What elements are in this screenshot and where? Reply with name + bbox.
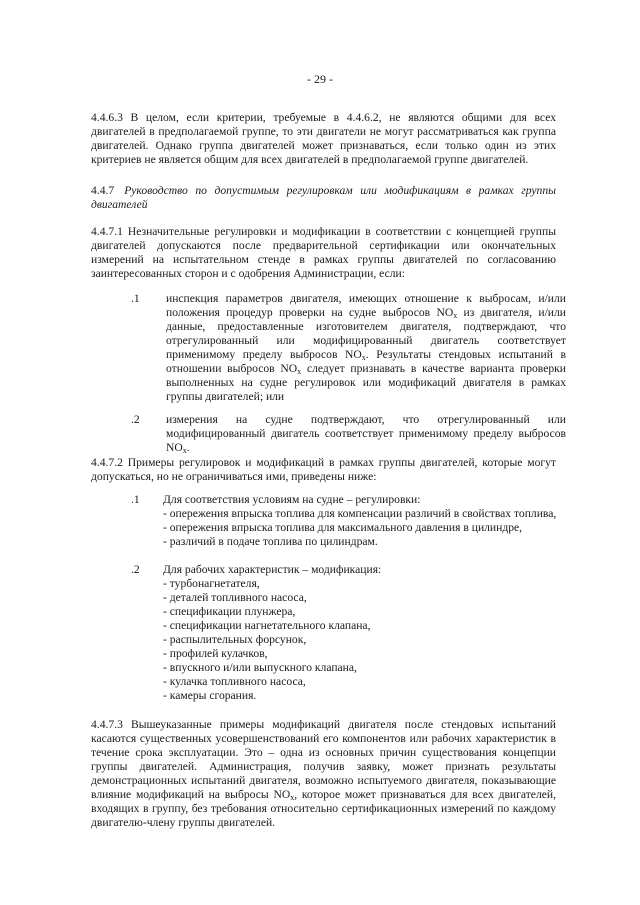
- example-title-2: Для рабочих характеристик – модификация:: [163, 563, 382, 576]
- list-item: - различий в подаче топлива по цилиндрам.: [163, 535, 378, 548]
- item2-text-b: .: [186, 441, 190, 454]
- item1-text-c: . Результаты стендовых испытаний в отношении выбросов NO: [166, 348, 566, 375]
- item-number-1: .1: [131, 292, 140, 305]
- example-number-2: .2: [131, 563, 140, 576]
- paragraph-4-4-7-2: 4.4.7.2 Примеры регулировок и модификаций в рамках группы двигателей, которые могут допускаться, но не ограничиваться ими, приведены ниже:: [91, 456, 556, 483]
- list-item: - впускного и/или выпускного клапана,: [163, 661, 357, 674]
- list-item: - спецификации нагнетательного клапана,: [163, 619, 371, 632]
- example-number-1: .1: [131, 493, 140, 506]
- item-text-2: [166, 413, 566, 455]
- paragraph-4-4-7-3-text-a: 4.4.7.3 Вышеуказанные примеры модификаций двигателя после стендовых испытаний касаются существенных усовершенствований его компонентов или рабочих характеристик в течение срока эксплуатации. Это – одна из основных причин существования концепции группы двигателей. Администрация, получив заявку, может признать результаты демонстрационных испытаний двигателя, возможно испытуемого двигателя, показывающие влияние модификаций на выбросы NO: [91, 718, 556, 801]
- example-title-1: Для соответствия условиям на судне – регулировки:: [163, 493, 421, 506]
- item1-text-d: следует признавать в качестве варианта проверки выполненных на судне регулировок или модификаций двигателя в рамках группы двигателей; или: [166, 362, 566, 403]
- list-item: - опережения впрыска топлива для компенсации различий в свойствах топлива,: [163, 507, 557, 520]
- item1-text-b: из двигателя, и/или данные, предоставленные изготовителем двигателя, подтверждают, что отрегулированный или модифицированный двигатель соответствует применимому пределу выбросов NO: [166, 306, 566, 361]
- list-item: - кулачка топливного насоса,: [163, 675, 306, 688]
- item-text-1: [166, 292, 566, 404]
- page-number: - 29 -: [307, 72, 333, 86]
- item2-text-a: измерения на судне подтверждают, что отрегулированный или модифицированный двигатель соответствует применимому пределу выбросов NO: [166, 413, 566, 454]
- item1-text-a: инспекция параметров двигателя, имеющих отношение к выбросам, и/или положения процедур проверки на судне выбросов NO: [166, 292, 566, 319]
- item-number-2: .2: [131, 413, 140, 426]
- list-item: - камеры сгорания.: [163, 689, 257, 702]
- list-item: - профилей кулачков,: [163, 647, 268, 660]
- subscript: x: [297, 367, 302, 376]
- paragraph-4-4-7-3-text-b: , которое может признаваться для всех двигателей, входящих в группу, без требования относительно сертификационных измерений по каждому двигателю-члену группы двигателей.: [91, 788, 556, 829]
- section-heading-4-4-7: [91, 184, 556, 212]
- list-item: - распылительных форсунок,: [163, 633, 307, 646]
- example-list-1: [163, 507, 563, 549]
- subscript: x: [182, 446, 187, 455]
- section-number: 4.4.7: [91, 184, 115, 197]
- list-item: - опережения впрыска топлива для максимального давления в цилиндре,: [163, 521, 523, 534]
- subscript: x: [290, 793, 295, 802]
- paragraph-4-4-6-3: 4.4.6.3 В целом, если критерии, требуемые в 4.4.6.2, не являются общими для всех двигателей в предполагаемой группе, то эти двигатели не могут рассматриваться как группа двигателей. Однако группа двигателей может признаваться, если только один из этих критериев не является общим для всех двигателей в предполагаемой группе двигателей.: [91, 111, 556, 166]
- paragraph-4-4-7-3: [91, 718, 556, 830]
- subscript: x: [361, 353, 366, 362]
- list-item: - спецификации плунжера,: [163, 605, 296, 618]
- list-item: - деталей топливного насоса,: [163, 591, 307, 604]
- subscript: x: [453, 311, 458, 320]
- section-title: Руководство по допустимым регулировкам или модификациям в рамках группы двигателей: [91, 184, 556, 211]
- example-list-2: [163, 577, 563, 703]
- list-item: - турбонагнетателя,: [163, 577, 260, 590]
- paragraph-4-4-7-1: 4.4.7.1 Незначительные регулировки и модификации в соответствии с концепцией группы двигателей допускаются после предварительной сертификации или окончательных измерений на испытательном стенде в рамках группы двигателей по согласованию заинтересованных сторон и с одобрения Администрации, если:: [91, 225, 556, 280]
